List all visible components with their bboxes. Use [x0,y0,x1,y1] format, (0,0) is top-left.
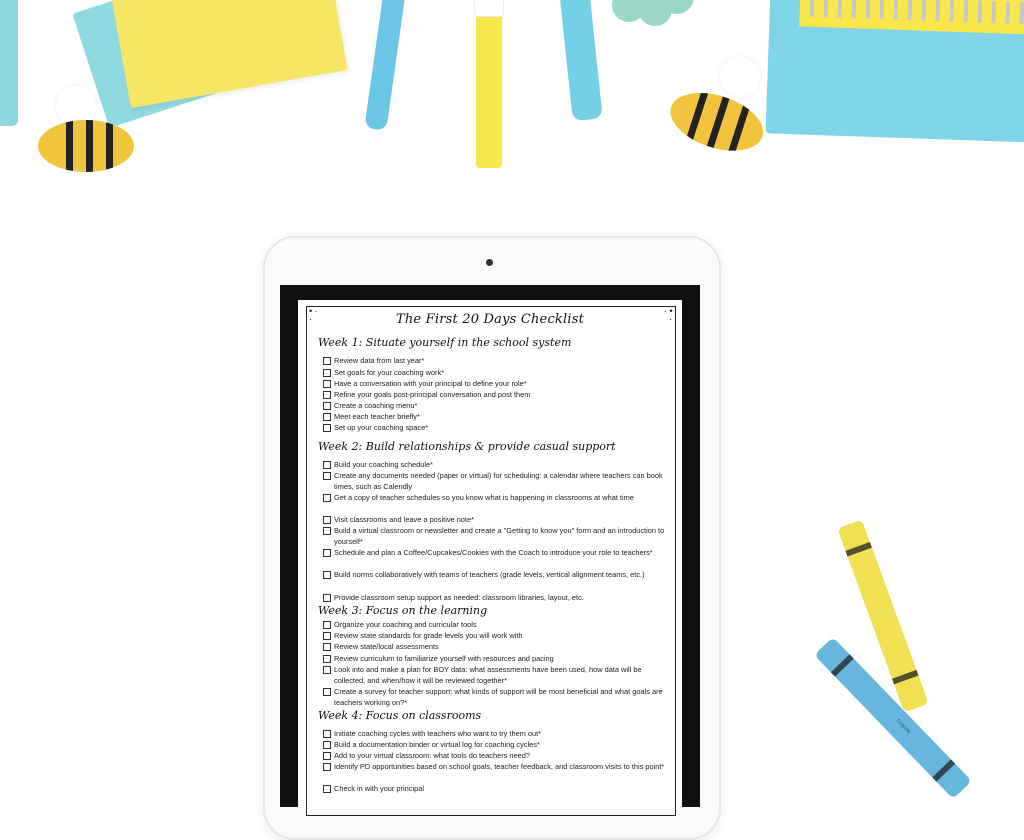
checklist-item[interactable]: Review state/local assessments [323,641,668,652]
checkbox-icon[interactable] [323,402,331,410]
checkbox-icon[interactable] [323,785,331,793]
checkbox-icon[interactable] [323,621,331,629]
blue-marker [559,0,602,121]
week-heading: Week 4: Focus on classrooms [318,709,482,722]
teal-folder-edge [0,0,18,126]
checklist-item[interactable]: Have a conversation with your principal to define your role* [323,378,668,389]
checkbox-icon[interactable] [323,730,331,738]
checklist-item[interactable]: Build a documentation binder or virtual log for coaching cycles* [323,739,668,750]
checklist-item[interactable]: Review state standards for grade levels you will work with [323,630,668,641]
checklist-item[interactable]: Visit classrooms and leave a positive note* [323,514,668,525]
spiral-notebook [765,0,1024,143]
checklist-item[interactable]: Set goals for your coaching work* [323,367,668,378]
checklist-item[interactable]: Check in with your principal [323,783,668,794]
checkbox-icon[interactable] [323,472,331,480]
checklist-item[interactable]: Add to your virtual classroom: what tools do teachers need? [323,750,668,761]
felt-flower [612,0,698,48]
yellow-marker [476,10,502,168]
week-heading: Week 3: Focus on the learning [318,604,488,617]
week-heading: Week 2: Build relationships & provide casual support [318,440,616,453]
checklist-item[interactable]: Build norms collaboratively with teams of teachers (grade levels, vertical alignment teams, etc.) [323,569,668,580]
checklist-item[interactable]: Look into and make a plan for BOY data: what assessments have been used, how data will be collected, and when/how it will be reviewed together* [323,664,668,686]
blue-marker [364,0,405,131]
checklist-item[interactable]: Create a survey for teacher support: what kinds of support will be most beneficial and what goals are teachers working on?* [323,686,668,708]
document-title: The First 20 Days Checklist [395,312,585,327]
checkbox-icon[interactable] [323,571,331,579]
checkbox-icon[interactable] [323,688,331,696]
checklist-item[interactable]: Provide classroom setup support as needed: classroom libraries, layout, etc. [323,592,668,603]
week-heading: Week 1: Situate yourself in the school system [318,336,572,349]
checkbox-icon[interactable] [323,424,331,432]
checklist-item[interactable]: Organize your coaching and curricular tools [323,619,668,630]
checkbox-icon[interactable] [323,461,331,469]
checkbox-icon[interactable] [323,380,331,388]
checkbox-icon[interactable] [323,741,331,749]
checkbox-icon[interactable] [323,357,331,365]
checkbox-icon[interactable] [323,632,331,640]
felt-bee [38,112,134,172]
checkbox-icon[interactable] [323,549,331,557]
checklist-item[interactable]: Build your coaching schedule* [323,459,668,470]
checkbox-icon[interactable] [323,655,331,663]
checklist-item[interactable]: Create a coaching menu* [323,400,668,411]
checklist-item[interactable]: Create any documents needed (paper or virtual) for scheduling: a calendar where teachers can book times, such as Calendly [323,470,668,492]
checkbox-icon[interactable] [323,516,331,524]
corner-dots-icon: · • · [664,306,673,324]
checkbox-icon[interactable] [323,594,331,602]
checklist-item[interactable]: Meet each teacher briefly* [323,411,668,422]
camera-icon [486,259,493,266]
checkbox-icon[interactable] [323,391,331,399]
checklist-item[interactable]: Set up your coaching space* [323,422,668,433]
checklist-item[interactable]: Build a virtual classroom or newsletter and create a "Getting to know you" form and an introduction to yourself* [323,525,668,547]
checkbox-icon[interactable] [323,666,331,674]
checklist-item[interactable]: Get a copy of teacher schedules so you know what is happening in classrooms at what time [323,492,668,503]
checkbox-icon[interactable] [323,413,331,421]
checklist-item[interactable]: Initiate coaching cycles with teachers who want to try them out* [323,728,668,739]
checklist-item[interactable]: Schedule and plan a Coffee/Cupcakes/Cookies with the Coach to introduce your role to teachers* [323,547,668,558]
checklist-item[interactable]: Review data from last year* [323,355,668,366]
crayon-label: Crayola [895,717,912,735]
checkbox-icon[interactable] [323,752,331,760]
checklist-item[interactable]: Refine your goals post-principal conversation and post them [323,389,668,400]
yellow-sticky-notes [108,0,347,108]
checkbox-icon[interactable] [323,369,331,377]
corner-dots-icon: • · · [309,306,318,324]
checklist-item[interactable]: Review curriculum to familiarize yourself with resources and pacing [323,653,668,664]
checkbox-icon[interactable] [323,494,331,502]
checklist-item[interactable]: Identify PD opportunities based on school goals, teacher feedback, and classroom visits to this point* [323,761,668,772]
checkbox-icon[interactable] [323,763,331,771]
felt-bee [663,75,773,162]
checkbox-icon[interactable] [323,527,331,535]
checkbox-icon[interactable] [323,643,331,651]
